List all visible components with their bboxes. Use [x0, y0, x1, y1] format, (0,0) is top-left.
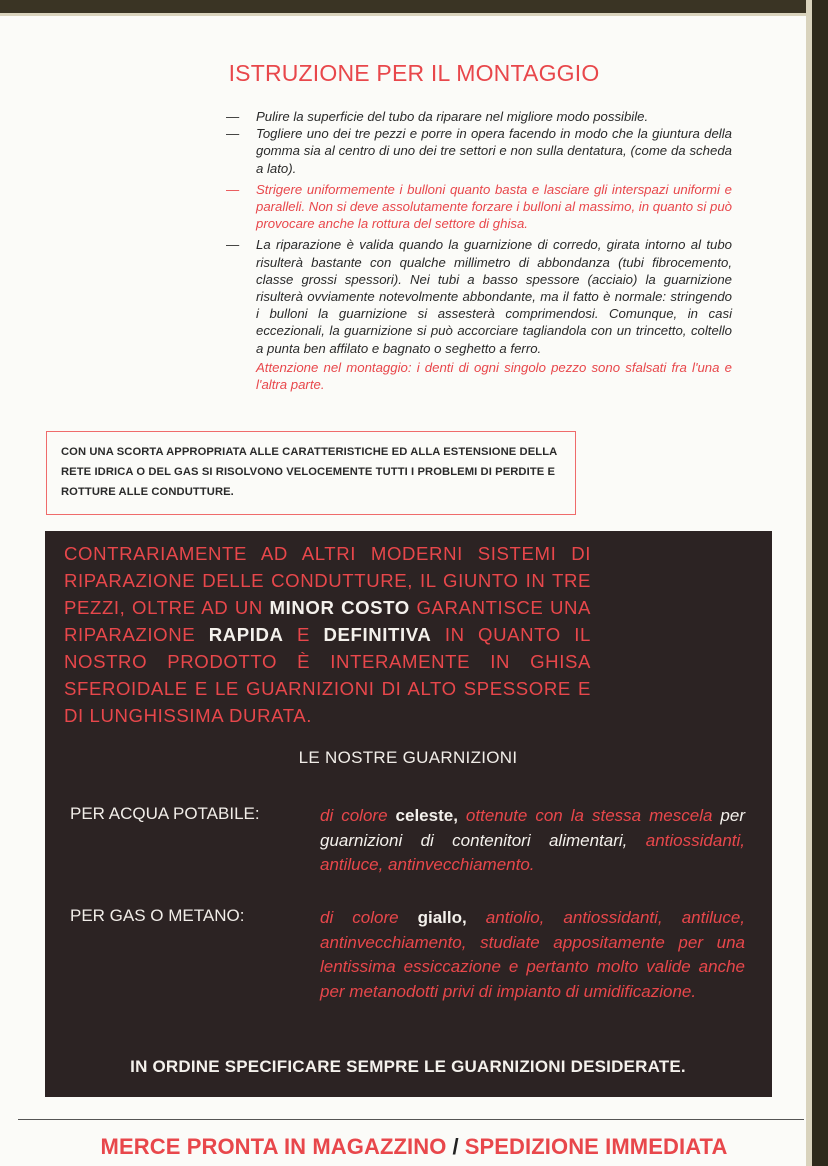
scan-border-top — [0, 0, 828, 16]
instruction-item — [226, 125, 732, 177]
stock-notice-text: CON UNA SCORTA APPROPRIATA ALLE CARATTERISTICHE ED ALLA ESTENSIONE DELLA RETE IDRICA O DEL GAS SI RISOLVONO VELOCEMENTE TUTTI I PROBLEMI DI PERDITE E ROTTURE ALLE CONDUTTURE. — [61, 446, 557, 498]
promo-text — [64, 540, 591, 729]
footer-separator: / — [452, 1134, 459, 1159]
gasket-color-word: celeste, — [395, 806, 458, 825]
instruction-text: Togliere uno dei tre pezzi e porre in opera facendo in modo che la giuntura della gomma sia al centro di uno dei tre settori e non sulla dentatura, (come da scheda a lato). — [256, 126, 732, 176]
attention-note: Attenzione nel montaggio: i denti di ogni singolo pezzo sono sfalsati fra l'una e l'altra parte. — [256, 359, 732, 393]
desc-part: ottenute con la stessa mescela — [457, 806, 721, 825]
dash-bullet: — — [226, 237, 240, 253]
gas-label: PER GAS O METANO: — [70, 906, 245, 925]
instruction-text: Strigere uniformemente i bulloni quanto basta e lasciare gli interspazi uniformi e paralleli. Non si deve assolutamente forzare i bulloni al massimo, in quanto si può provocare anche la rottura del settore di ghisa. — [256, 181, 732, 232]
desc-part: di colore — [320, 806, 396, 825]
instruction-item-warning — [226, 181, 732, 233]
water-label: PER ACQUA POTABILE: — [70, 804, 260, 823]
instructions-list — [226, 108, 732, 393]
dash-bullet: — — [226, 181, 240, 197]
promo-part: E — [283, 624, 324, 645]
stock-notice-box — [46, 431, 576, 515]
water-description — [320, 804, 745, 878]
footer-banner — [0, 1134, 828, 1160]
divider — [18, 1119, 804, 1120]
promo-highlight: DEFINITIVA — [323, 624, 432, 645]
footer-right: SPEDIZIONE IMMEDIATA — [464, 1134, 728, 1159]
scan-border-right — [806, 0, 828, 1166]
gasket-color-word: giallo, — [417, 908, 467, 927]
instruction-item — [226, 108, 732, 125]
promo-part: IN QUANTO IL NOSTRO PRODOTTO È INTERAMENTE IN GHISA SFEROIDALE E LE GUARNIZIONI DI ALTO SPESSORE E DI LUNGHISSIMA DURATA. — [64, 624, 591, 726]
promo-part: CONTRARIAMENTE AD ALTRI MODERNI SISTEMI DI RIPARAZIONE DELLE CONDUTTURE, IL GIUNTO IN TRE PEZZI, OLTRE AD UN — [64, 543, 591, 618]
promo-highlight: RAPIDA — [208, 624, 284, 645]
dash-bullet: — — [226, 109, 240, 124]
dash-bullet: — — [226, 126, 240, 142]
desc-part: di colore — [320, 908, 418, 927]
desc-part: antiossidanti, antiluce, antinvecchiamento. — [320, 830, 745, 874]
gaskets-heading: LE NOSTRE GUARNIZIONI — [298, 748, 518, 767]
instruction-text: Pulire la superficie del tubo da riparare nel migliore modo possibile. — [256, 109, 649, 124]
desc-part: antiolio, antiossidanti, antiluce, antinvecchiamento, studiate appositamente per una lentissima essiccazione e pertanto molto valide anche per metanodotti privi di impianto di umidificazione. — [320, 908, 746, 1001]
desc-part: per guarnizioni di contenitori alimentari, — [320, 806, 745, 850]
promo-part: GARANTISCE UNA RIPARAZIONE — [64, 597, 592, 645]
gas-description — [320, 906, 745, 1004]
order-note: IN ORDINE SPECIFICARE SEMPRE LE GUARNIZIONI DESIDERATE. — [130, 1057, 686, 1076]
promo-highlight: MINOR COSTO — [269, 597, 410, 618]
footer-left: MERCE PRONTA IN MAGAZZINO — [100, 1134, 447, 1159]
instruction-item — [226, 236, 732, 356]
instruction-text: La riparazione è valida quando la guarnizione di corredo, girata intorno al tubo risulterà bastante con qualche millimetro di abbondanza (tubi fibrocemento, classe grossi spessori). Nei tubi a basso spessore (acciaio) la guarnizione risulterà ovviamente notevolmente abbondante, ma il fatto è normale: stringendo i bulloni la guarnizione si assesterà comprimendosi. Comunque, in casi eccezionali, la guarnizione si può accorciare tagliandola con un trincetto, coltello a punta ben affilato e bagnato o seghetto a ferro. — [256, 237, 732, 356]
page-title: ISTRUZIONE PER IL MONTAGGIO — [228, 60, 600, 86]
